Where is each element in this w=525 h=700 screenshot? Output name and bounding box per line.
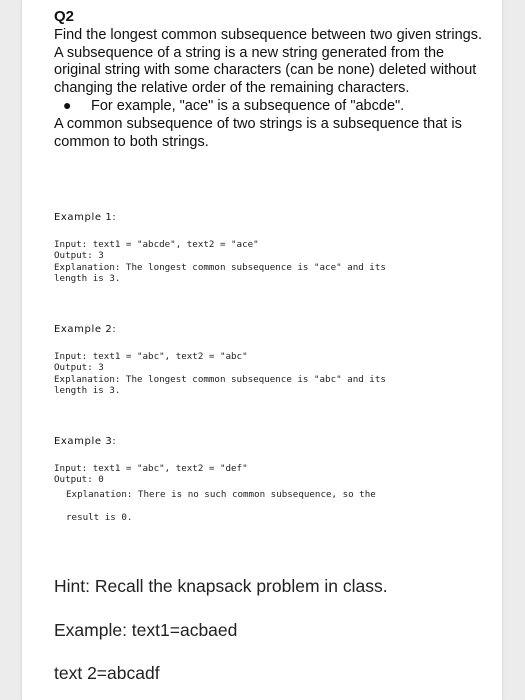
hint-example-text2: text 2=abcadf: [54, 663, 160, 683]
example-3-output: Output: 0: [54, 474, 104, 485]
example-2-input: Input: text1 = "abc", text2 = "abc": [54, 351, 248, 362]
bullet-item: [54, 97, 494, 116]
question-paragraph-1: Find the longest common subsequence between two given strings. A subsequence of a string is a new string generated from the original string with some characters (can be none) deleted without changing the relative order of the remaining characters.: [54, 27, 482, 96]
example-3-input: Input: text1 = "abc", text2 = "def": [54, 463, 248, 474]
example-2-output: Output: 3: [54, 362, 104, 373]
example-1-explanation-line-2: length is 3.: [54, 273, 121, 284]
example-1-output: Output: 3: [54, 250, 104, 261]
bullet-dot-icon: ●: [63, 97, 72, 114]
example-2-explanation-line-2: length is 3.: [54, 385, 121, 396]
example-2-explanation-line-1: Explanation: The longest common subsequence is "abc" and its: [54, 374, 386, 385]
example-3-label: Example 3:: [54, 436, 117, 447]
example-1-explanation-line-1: Explanation: The longest common subsequence is "ace" and its: [54, 262, 386, 273]
hint-line: Hint: Recall the knapsack problem in class.: [54, 576, 388, 596]
example-3-explanation-line-1: Explanation: There is no such common subsequence, so the: [66, 489, 376, 500]
bullet-text: For example, "ace" is a subsequence of "abcde".: [91, 98, 405, 115]
document-page: [22, 0, 502, 700]
example-3-explanation-line-2: result is 0.: [66, 512, 133, 523]
question-title: Q2: [54, 8, 75, 25]
question-body: [54, 27, 494, 151]
example-2-label: Example 2:: [54, 324, 117, 335]
question-paragraph-2: A common subsequence of two strings is a subsequence that is common to both strings.: [54, 115, 462, 150]
example-1-label: Example 1:: [54, 212, 117, 223]
hint-example-text1: Example: text1=acbaed: [54, 620, 238, 640]
example-1-input: Input: text1 = "abcde", text2 = "ace": [54, 239, 259, 250]
